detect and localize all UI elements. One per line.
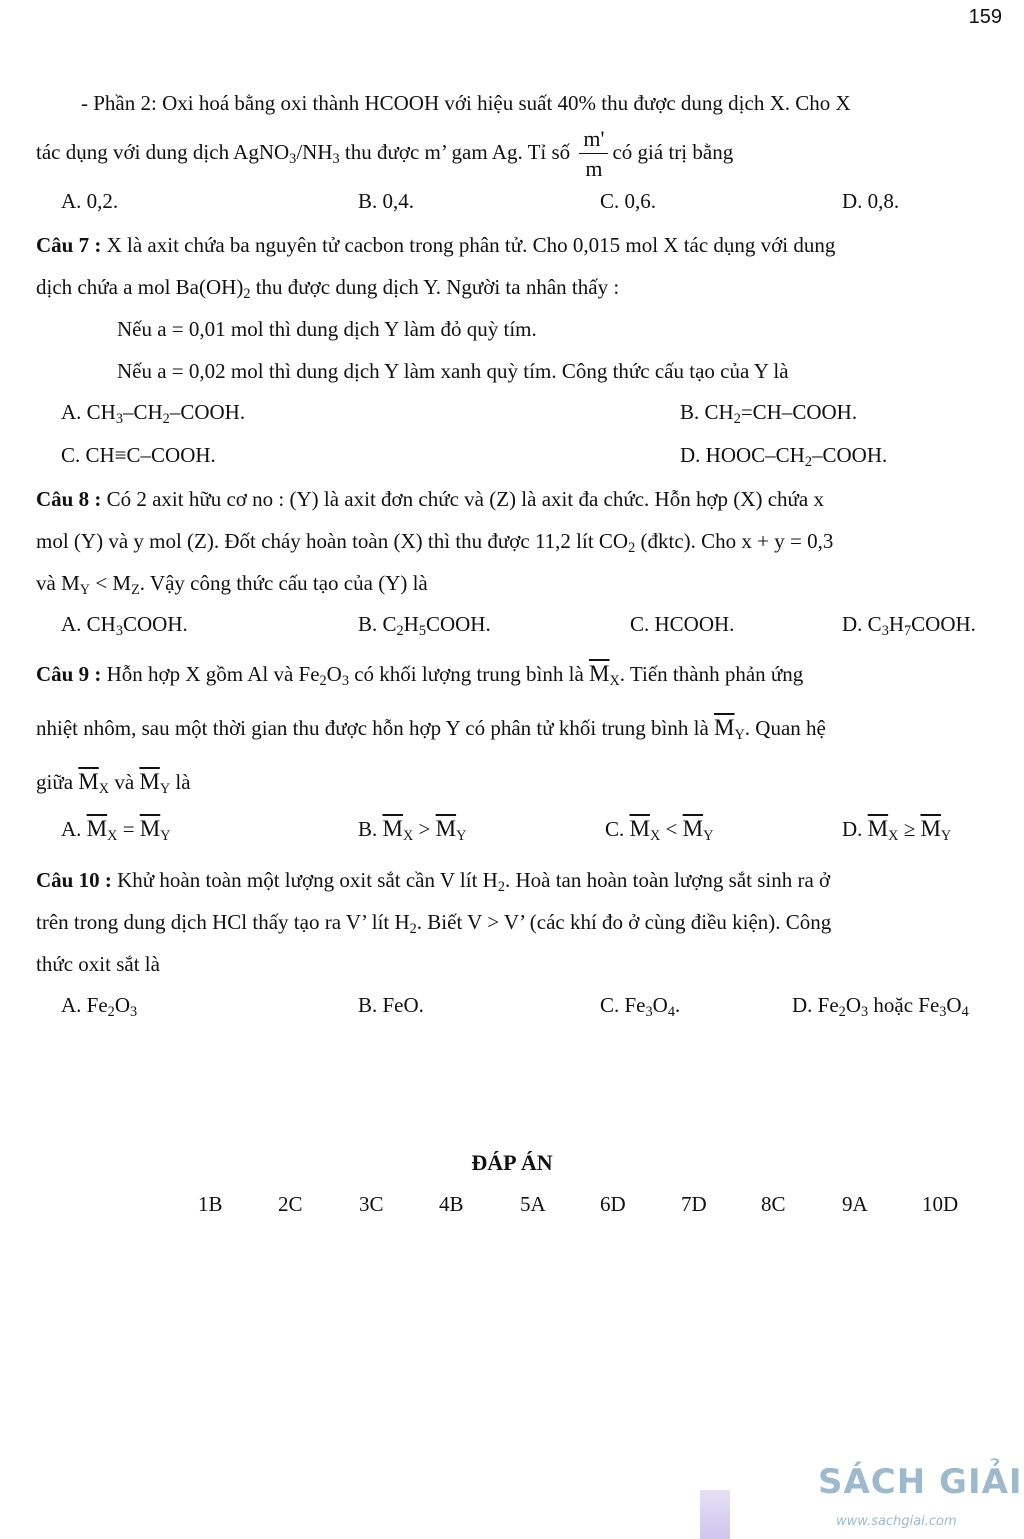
question-label: Câu 9 : — [36, 662, 102, 687]
question-7: Câu 7 : X là axit chứa ba nguyên tử cacbon trong phân tử. Cho 0,015 mol X tác dụng với dung — [36, 233, 836, 258]
question-7-options-row-2 — [36, 435, 1004, 478]
option-c: C. 0,6. — [600, 189, 657, 214]
option-d: D. HOOC–$CH_2$–COOH. — [680, 443, 888, 471]
question-8-line-2: mol (Y) và y mol (Z). Đốt cháy hoàn toàn (X) thì thu được 11,2 lít $CO_2$ (đktc). Cho x + y = 0,3 — [36, 529, 834, 557]
document-body — [36, 82, 1004, 1028]
answer-key-title: ĐÁP ÁN — [471, 1150, 553, 1175]
answer-key — [0, 1192, 1024, 1228]
intro-line-1: - Phần 2: Oxi hoá bằng oxi thành HCOOH với hiệu suất 40% thu được dung dịch X. Cho X — [81, 91, 851, 115]
question-8: Câu 8 : Có 2 axit hữu cơ no : (Y) là axit đơn chức và (Z) là axit đa chức. Hỗn hợp (X) chứa x — [36, 487, 824, 512]
question-7-line-4: Nếu a = 0,02 mol thì dung dịch Y làm xanh quỳ tím. Công thức cấu tạo của Y là — [117, 359, 789, 384]
question-10-line-3: thức oxit sắt là — [36, 952, 160, 977]
option-b: B. $\overline{M}_X > \overline{M}_Y$ — [358, 816, 467, 845]
option-c: C. HCOOH. — [630, 612, 735, 637]
answer-item: 8C — [761, 1192, 786, 1216]
answer-item: 2C — [278, 1192, 303, 1216]
ratio-fraction: $\frac{m'}{m}$ — [579, 127, 608, 181]
intro-line-2: tác dụng với dung dịch $AgNO_3/NH_3$ thu được m’ gam Ag. Tỉ số $\frac{m'}{m}$ có giá trị bằng — [36, 126, 734, 182]
option-c: C. $Fe_3O_4$. — [600, 993, 681, 1021]
option-b: B. $CH_2=CH$–COOH. — [680, 400, 858, 428]
question-9-line-2: nhiệt nhôm, sau một thời gian thu được hỗn hợp Y có phân tử khối trung bình là $\overline{M}_Y$. Quan hệ — [36, 715, 826, 744]
question-10-line-2: trên trong dung dịch HCl thấy tạo ra V’ lít $H_2$. Biết V > V’ (các khí đo ở cùng điều kiện). Công — [36, 910, 832, 938]
sachgiai-logo — [818, 1462, 1024, 1539]
option-a: A. $CH_3-CH_2$–COOH. — [61, 400, 246, 428]
question-9-options — [36, 809, 1004, 859]
question-label: Câu 8 : — [36, 487, 102, 512]
question-label: Câu 10 : — [36, 868, 112, 893]
option-d: D. $Fe_2O_3$ hoặc $Fe_3O_4$ — [792, 993, 969, 1021]
option-d: D. $\overline{M}_X \ge \overline{M}_Y$ — [842, 816, 952, 845]
option-b: B. $C_2H_5COOH$. — [358, 612, 491, 640]
option-d: D. 0,8. — [842, 189, 900, 214]
intro-options — [36, 181, 1004, 224]
question-8-options — [36, 604, 1004, 647]
decorative-shape — [700, 1490, 730, 1539]
option-d: D. $C_3H_7COOH$. — [842, 612, 976, 640]
answer-item: 6D — [600, 1192, 626, 1216]
question-label: Câu 7 : — [36, 233, 102, 258]
option-c: C. CH≡C–COOH. — [61, 443, 216, 468]
option-a: A. $CH_3COOH$. — [61, 612, 188, 640]
answer-item: 10D — [922, 1192, 959, 1216]
option-c: C. $\overline{M}_X < \overline{M}_Y$ — [605, 816, 714, 845]
logo-url: www.sachgiai.com — [836, 1514, 957, 1529]
logo-text: SÁCH GIẢI — [818, 1462, 1023, 1502]
question-7-line-2: dịch chứa a mol $Ba(OH)_2$ thu được dung dịch Y. Người ta nhân thấy : — [36, 275, 620, 303]
question-10-options — [36, 985, 1004, 1028]
answer-item: 9A — [842, 1192, 868, 1216]
answer-item: 3C — [359, 1192, 384, 1216]
page-number: 159 — [968, 6, 1002, 28]
question-9-line-3: giữa $\overline{M}_X$ và $\overline{M}_Y$ là — [36, 769, 191, 798]
answer-item: 4B — [439, 1192, 464, 1216]
answer-item: 7D — [681, 1192, 707, 1216]
option-a: A. $\overline{M}_X = \overline{M}_Y$ — [61, 816, 171, 845]
question-10: Câu 10 : Khử hoàn toàn một lượng oxit sắt cần V lít $H_2$. Hoà tan hoàn toàn lượng sắt sinh ra ở — [36, 868, 831, 896]
answer-item: 1B — [198, 1192, 223, 1216]
option-b: B. FeO. — [358, 993, 424, 1018]
option-a: A. 0,2. — [61, 189, 119, 214]
question-7-options-row-1 — [36, 392, 1004, 435]
question-9: Câu 9 : Hỗn hợp X gồm Al và $Fe_2O_3$ có khối lượng trung bình là $\overline{M}_X$. Tiến thành phản ứng — [36, 661, 804, 690]
question-7-line-3: Nếu a = 0,01 mol thì dung dịch Y làm đỏ quỳ tím. — [117, 317, 537, 342]
question-8-line-3: và $M_Y < M_Z$. Vậy công thức cấu tạo của (Y) là — [36, 571, 428, 599]
option-b: B. 0,4. — [358, 189, 415, 214]
option-a: A. $Fe_2O_3$ — [61, 993, 138, 1021]
answer-item: 5A — [520, 1192, 546, 1216]
